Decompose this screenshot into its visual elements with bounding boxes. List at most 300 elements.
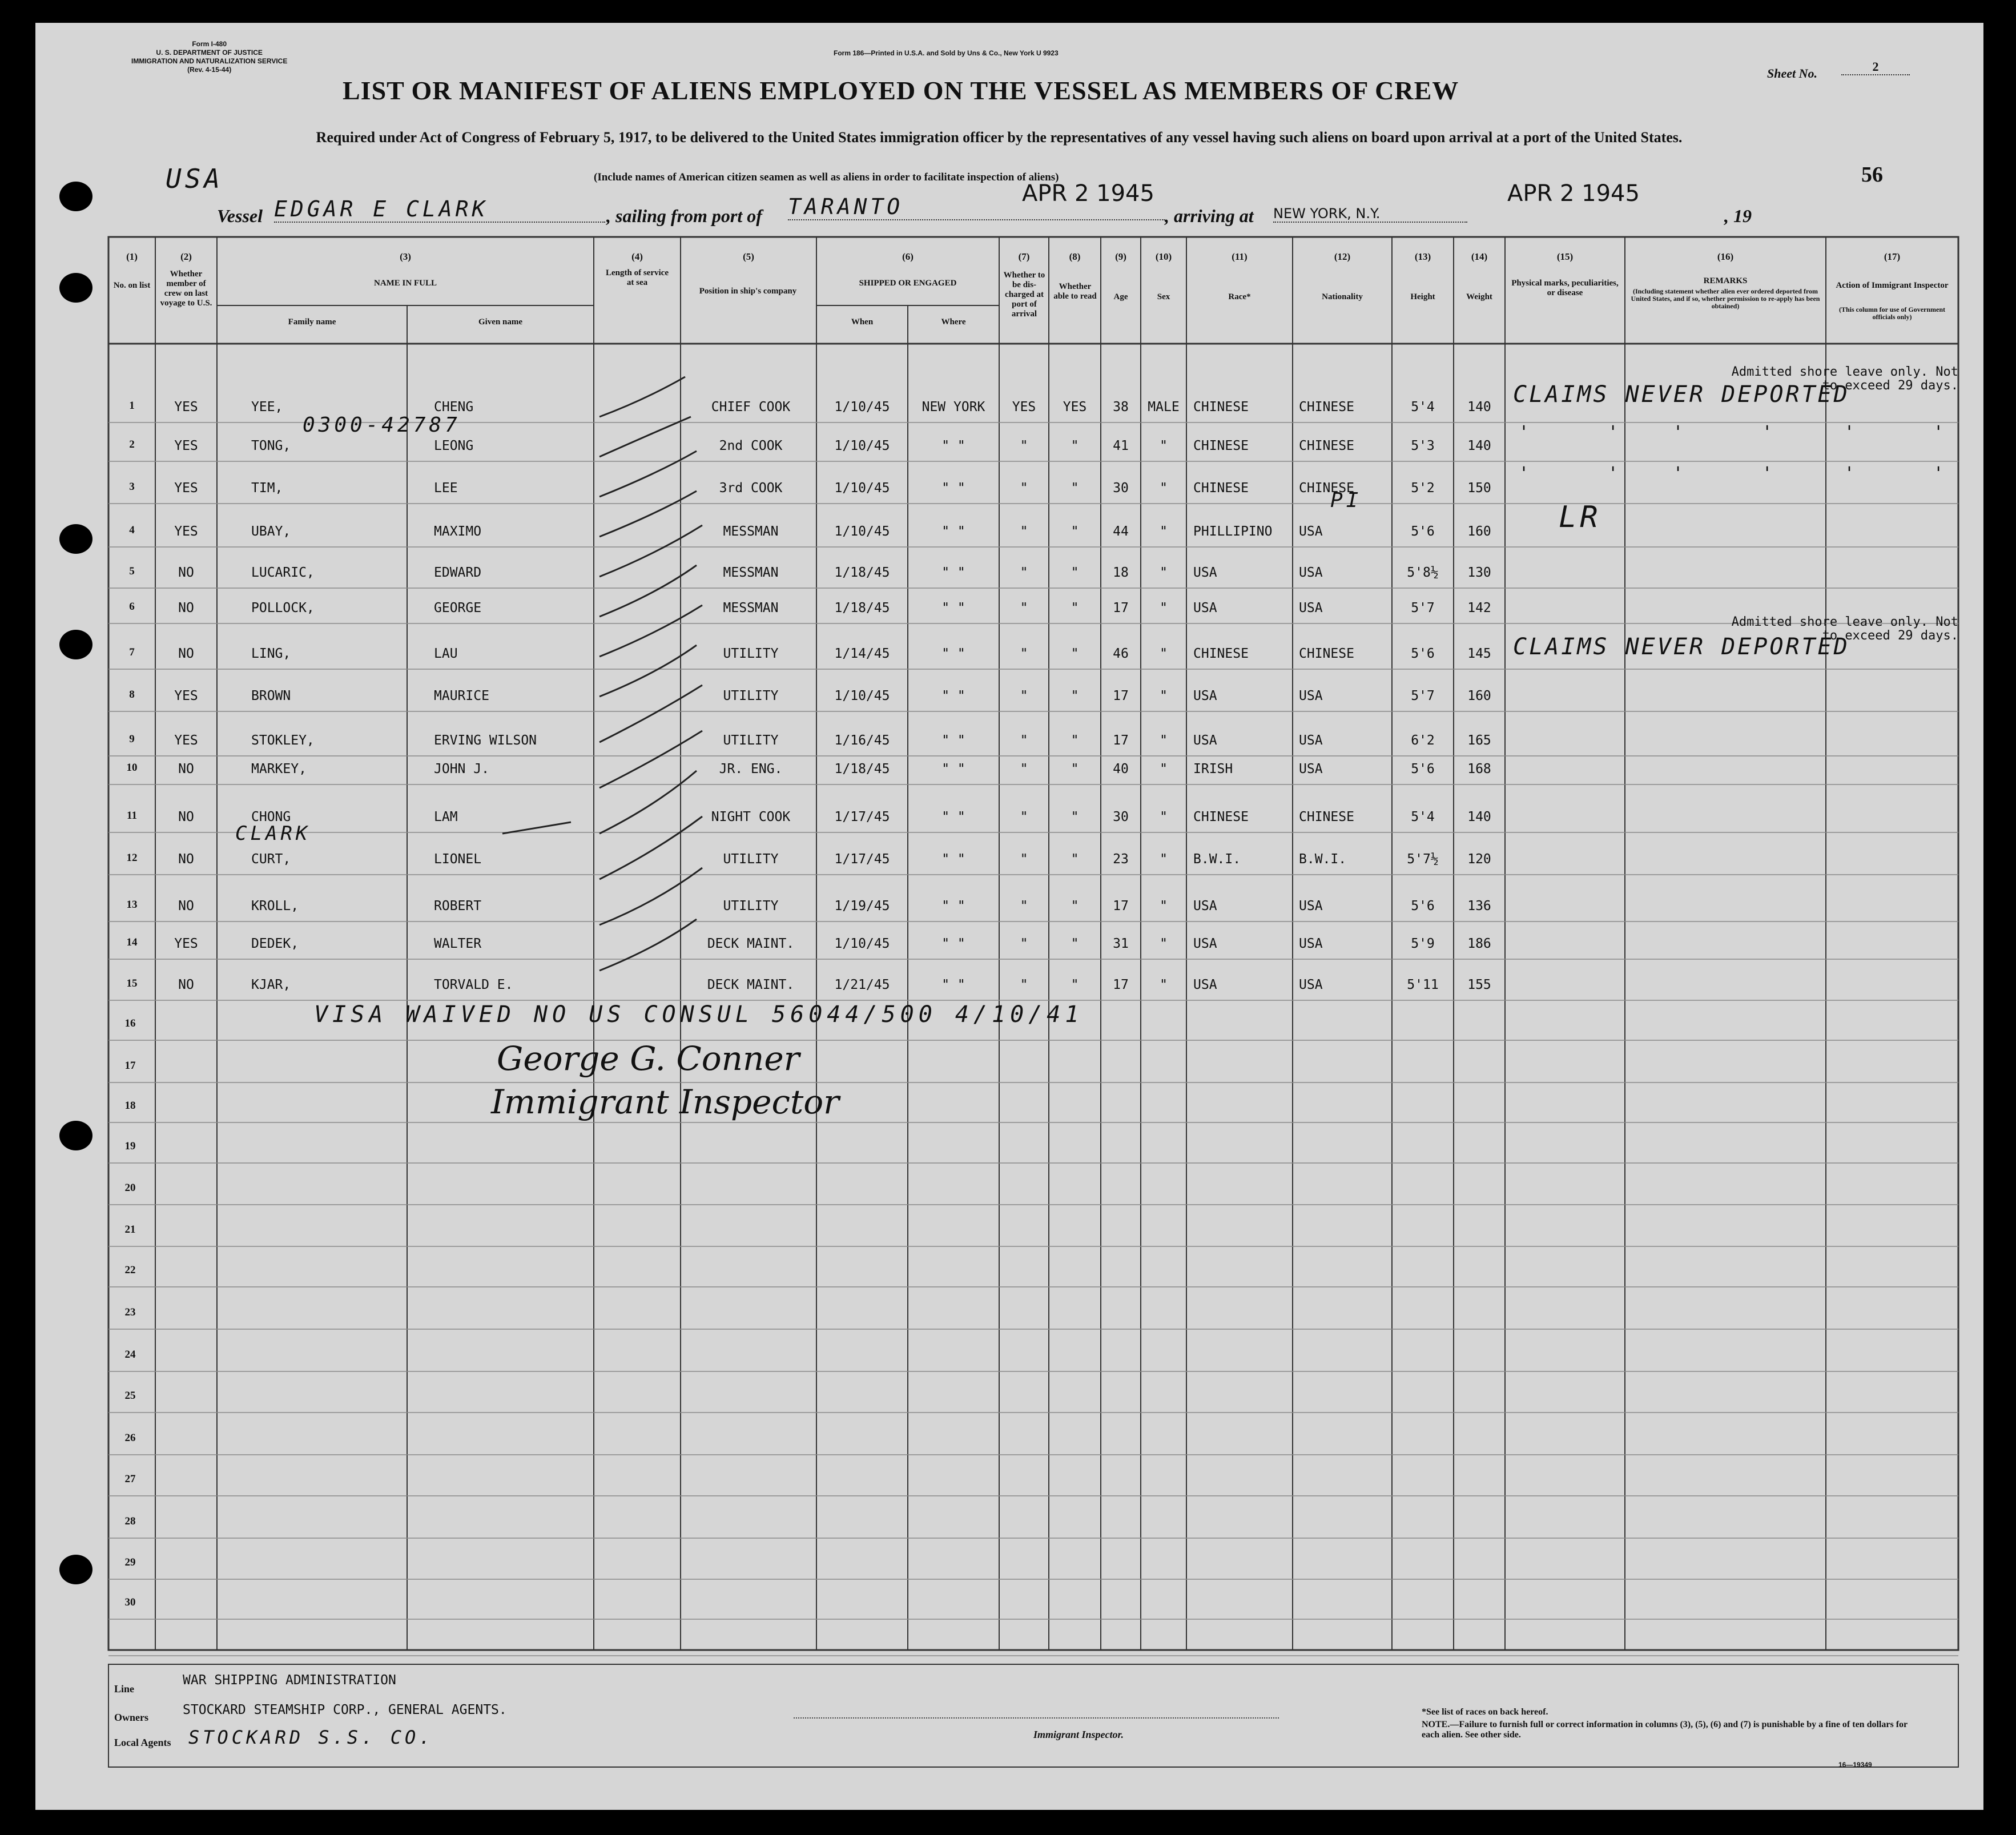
cell-given: ROBERT [434, 899, 482, 914]
cell-age: 40 [1113, 762, 1129, 776]
cell-read: YES [1063, 400, 1087, 415]
vessel-name: EDGAR E CLARK [274, 196, 605, 223]
cell-age: 31 [1113, 936, 1129, 951]
empty-row-number: 29 [124, 1556, 136, 1568]
cell-nationality: CHINESE [1299, 810, 1354, 824]
header-position: Position in ship's company [699, 287, 797, 296]
penalty-note: NOTE.—Failure to furnish full or correct information in columns (3), (5), (6) and (7) is punishable by a fine of ten dollars for each alien. See other side. [1422, 1720, 1908, 1740]
cell-height: 5'6 [1411, 762, 1435, 776]
cell-where: " " [941, 689, 965, 703]
col-number: (13) [1414, 251, 1431, 262]
cell-when: 1/10/45 [834, 689, 890, 703]
empty-row-number: 20 [124, 1182, 136, 1194]
cell-when: 1/18/45 [834, 565, 890, 580]
cell-sex: " [1160, 762, 1168, 776]
header-where: Where [941, 317, 966, 327]
ditto-annotation: ' ' [1844, 422, 1978, 442]
header-no-on-list: No. on list [113, 281, 151, 290]
inspector-label: Immigrant Inspector. [1033, 1729, 1124, 1740]
col-number: (8) [1069, 251, 1081, 262]
cell-age: 17 [1113, 733, 1129, 748]
cell-height: 5'4 [1411, 400, 1435, 415]
cell-race: CHINESE [1193, 438, 1249, 453]
cell-family: CURT, [251, 852, 291, 867]
cell-sex: " [1160, 565, 1168, 580]
cell-discharged: " [1020, 810, 1028, 824]
printer-line: Form 186—Printed in U.S.A. and Sold by Uns & Co., New York U 9923 [834, 49, 1059, 57]
col-number: (2) [180, 251, 192, 262]
cell-member: YES [174, 733, 198, 748]
cell-position: DECK MAINT. [707, 977, 795, 992]
cell-member: NO [178, 762, 194, 776]
include-note: (Include names of American citizen seamen as well as aliens in order to facilitate inspection of aliens) [594, 171, 1059, 183]
cell-where: " " [941, 481, 965, 496]
cell-given: LAM [434, 810, 458, 824]
empty-row-number: 21 [124, 1224, 136, 1236]
cell-sex: " [1160, 524, 1168, 539]
cell-no: 8 [129, 689, 135, 701]
cell-given: MAURICE [434, 689, 489, 703]
cell-family: LUCARIC, [251, 565, 315, 580]
cell-discharged: " [1020, 601, 1028, 615]
cell-nationality: USA [1299, 689, 1323, 703]
header-length-service: Length of service at sea [606, 268, 669, 287]
cell-family: KROLL, [251, 899, 299, 914]
cell-when: 1/10/45 [834, 936, 890, 951]
cell-when: 1/14/45 [834, 646, 890, 661]
header-action: Action of Immigrant Inspector [1836, 281, 1949, 290]
cell-member: YES [174, 524, 198, 539]
cell-no: 2 [129, 438, 135, 450]
cell-position: UTILITY [723, 852, 779, 867]
cell-height: 5'7 [1411, 601, 1435, 615]
cell-weight: 160 [1467, 689, 1491, 703]
header-physical-marks: Physical marks, peculiarities, or disease [1511, 279, 1619, 297]
cell-discharged: " [1020, 524, 1028, 539]
header-member-last-voyage: Whether member of crew on last voyage to U.S. [160, 269, 212, 308]
header-remarks: REMARKS [1703, 276, 1748, 285]
clark-correction: CLARK [235, 822, 311, 845]
header-age: Age [1113, 292, 1128, 301]
pi-mark: PI [1330, 489, 1362, 512]
col-number: (10) [1155, 251, 1172, 262]
cell-discharged: " [1020, 936, 1028, 951]
cell-height: 5'8½ [1407, 565, 1439, 580]
cell-member: YES [174, 936, 198, 951]
visa-waiver-note: VISA WAIVED NO US CONSUL 56044/500 4/10/41 [314, 1001, 1084, 1028]
cell-weight: 168 [1467, 762, 1491, 776]
cell-read: " [1071, 438, 1079, 453]
cell-where: " " [941, 936, 965, 951]
header-weight: Weight [1466, 292, 1492, 301]
cell-where: " " [941, 733, 965, 748]
cell-read: " [1071, 977, 1079, 992]
cell-read: " [1071, 565, 1079, 580]
cell-family: CHONG [251, 810, 291, 824]
cell-race: CHINESE [1193, 400, 1249, 415]
cell-read: " [1071, 524, 1079, 539]
cell-nationality: USA [1299, 565, 1323, 580]
col-number: (3) [400, 251, 411, 262]
shore-leave-stamp: Admitted shore leave only. Not to exceed 29 days. [1731, 615, 1958, 643]
empty-row-number: 23 [124, 1306, 136, 1318]
cell-when: 1/10/45 [834, 400, 890, 415]
col-number: (12) [1334, 251, 1351, 262]
header-discharged: Whether to be dis-charged at port of arrival [1003, 271, 1045, 319]
cell-age: 44 [1113, 524, 1129, 539]
cell-nationality: CHINESE [1299, 646, 1354, 661]
col-number: (17) [1884, 251, 1901, 262]
cell-member: YES [174, 481, 198, 496]
col-number: (11) [1232, 251, 1248, 262]
cell-when: 1/10/45 [834, 524, 890, 539]
cell-age: 41 [1113, 438, 1129, 453]
form-id: Form I-480 [192, 40, 227, 48]
cell-no: 15 [126, 977, 138, 989]
cell-sex: " [1160, 977, 1168, 992]
cell-nationality: CHINESE [1299, 481, 1354, 496]
ditto-annotation: ' ' [1844, 464, 1978, 484]
cell-age: 46 [1113, 646, 1129, 661]
col-number: (14) [1471, 251, 1488, 262]
cell-race: USA [1193, 977, 1217, 992]
cell-discharged: " [1020, 899, 1028, 914]
cell-nationality: USA [1299, 899, 1323, 914]
empty-row-number: 19 [124, 1140, 136, 1152]
cell-race: USA [1193, 899, 1217, 914]
cell-no: 3 [129, 481, 135, 493]
cell-race: USA [1193, 733, 1217, 748]
empty-row-number: 27 [124, 1473, 136, 1485]
empty-row-number: 28 [124, 1515, 136, 1527]
races-note: *See list of races on back hereof. [1422, 1707, 1548, 1717]
cell-weight: 120 [1467, 852, 1491, 867]
signature-line [794, 1717, 1279, 1719]
cell-when: 1/18/45 [834, 601, 890, 615]
empty-row-number: 30 [124, 1596, 136, 1608]
shore-leave-stamp: Admitted shore leave only. Not to exceed 29 days. [1731, 365, 1958, 393]
cell-discharged: " [1020, 438, 1028, 453]
cell-nationality: B.W.I. [1299, 852, 1347, 867]
empty-row-number: 24 [124, 1349, 136, 1361]
cell-height: 6'2 [1411, 733, 1435, 748]
cell-given: JOHN J. [434, 762, 489, 776]
vessel-flag: USA [166, 163, 224, 194]
inspector-signature: George G. Conner [497, 1039, 800, 1078]
claims-note: CLAIMS NEVER DEPORTED [1513, 634, 1850, 660]
cell-race: B.W.I. [1193, 852, 1241, 867]
cell-when: 1/18/45 [834, 762, 890, 776]
cell-age: 17 [1113, 601, 1129, 615]
cell-family: TONG, [251, 438, 291, 453]
cell-position: UTILITY [723, 733, 779, 748]
header-family-name: Family name [288, 317, 336, 327]
sailing-label: , sailing from port of [606, 206, 762, 226]
page-number: 56 [1861, 163, 1883, 187]
cell-sex: " [1160, 689, 1168, 703]
cell-member: NO [178, 601, 194, 615]
cell-discharged: " [1020, 689, 1028, 703]
cell-position: 3rd COOK [719, 481, 783, 496]
cell-read: " [1071, 762, 1079, 776]
col-number: (15) [1556, 251, 1574, 262]
cell-family: LING, [251, 646, 291, 661]
claims-note: CLAIMS NEVER DEPORTED [1513, 381, 1850, 408]
header-action-sub: (This column for use of Government officials only) [1838, 305, 1946, 321]
cell-weight: 140 [1467, 810, 1491, 824]
year-label: , 19 [1724, 206, 1752, 226]
cell-weight: 150 [1467, 481, 1491, 496]
cell-height: 5'6 [1411, 899, 1435, 914]
cell-weight: 136 [1467, 899, 1491, 914]
header-when: When [851, 317, 874, 327]
agents-label: Local Agents [114, 1737, 171, 1748]
cell-family: TIM, [251, 481, 283, 496]
cell-read: " [1071, 689, 1079, 703]
owners-value: STOCKARD STEAMSHIP CORP., GENERAL AGENTS. [183, 1703, 507, 1717]
revision: (Rev. 4-15-44) [187, 66, 232, 74]
cell-position: UTILITY [723, 899, 779, 914]
ditto-annotation: ' ' [1673, 464, 1807, 484]
cell-age: 30 [1113, 481, 1129, 496]
cell-family: UBAY, [251, 524, 291, 539]
requirement-text: Required under Act of Congress of February 5, 1917, to be delivered to the United States immigration officer by the representatives of any vessel having such aliens on board upon arrival at a port of the United States. [316, 129, 1683, 146]
cell-nationality: CHINESE [1299, 438, 1354, 453]
col-number: (4) [631, 251, 643, 262]
cell-member: NO [178, 810, 194, 824]
cell-weight: 130 [1467, 565, 1491, 580]
cell-weight: 160 [1467, 524, 1491, 539]
cell-given: MAXIMO [434, 524, 482, 539]
lr-mark: LR [1559, 500, 1601, 534]
line-label: Line [114, 1683, 135, 1695]
cell-sex: MALE [1148, 400, 1180, 415]
cell-height: 5'7 [1411, 689, 1435, 703]
cell-height: 5'2 [1411, 481, 1435, 496]
cell-member: NO [178, 646, 194, 661]
cell-age: 17 [1113, 977, 1129, 992]
cell-position: MESSMAN [723, 524, 779, 539]
cell-member: NO [178, 852, 194, 867]
cell-weight: 142 [1467, 601, 1491, 615]
empty-row-number: 25 [124, 1390, 136, 1402]
cell-height: 5'7½ [1407, 852, 1439, 867]
cell-member: NO [178, 899, 194, 914]
cell-read: " [1071, 646, 1079, 661]
line-value: WAR SHIPPING ADMINISTRATION [183, 1673, 396, 1688]
cell-member: YES [174, 438, 198, 453]
cell-race: IRISH [1193, 762, 1233, 776]
col-number: (1) [126, 251, 138, 262]
cell-where: " " [941, 762, 965, 776]
cell-family: DEDEK, [251, 936, 299, 951]
cell-no: 13 [126, 899, 138, 911]
cell-race: CHINESE [1193, 646, 1249, 661]
header-name-in-full: NAME IN FULL [373, 279, 437, 288]
cell-age: 18 [1113, 565, 1129, 580]
cell-discharged: YES [1012, 400, 1036, 415]
cell-nationality: USA [1299, 733, 1323, 748]
ditto-annotation: ' ' [1673, 422, 1807, 442]
cell-height: 5'3 [1411, 438, 1435, 453]
cell-sex: " [1160, 646, 1168, 661]
cell-age: 17 [1113, 689, 1129, 703]
cell-weight: 155 [1467, 977, 1491, 992]
cell-given: GEORGE [434, 601, 482, 615]
cell-weight: 140 [1467, 400, 1491, 415]
cell-position: DECK MAINT. [707, 936, 795, 951]
col-number: (7) [1018, 251, 1030, 262]
cell-read: " [1071, 899, 1079, 914]
cell-weight: 140 [1467, 438, 1491, 453]
cell-given: LEONG [434, 438, 474, 453]
cell-age: 38 [1113, 400, 1129, 415]
cell-race: USA [1193, 689, 1217, 703]
cell-member: YES [174, 400, 198, 415]
col-number: (5) [743, 251, 754, 262]
cell-race: USA [1193, 936, 1217, 951]
print-code: 16—19349 [1838, 1761, 1872, 1769]
vessel-label: Vessel [217, 206, 263, 226]
cell-read: " [1071, 481, 1079, 496]
cell-where: " " [941, 899, 965, 914]
department: U. S. DEPARTMENT OF JUSTICE [156, 49, 263, 57]
cell-where: " " [941, 852, 965, 867]
cell-when: 1/16/45 [834, 733, 890, 748]
cell-height: 5'6 [1411, 524, 1435, 539]
cell-height: 5'9 [1411, 936, 1435, 951]
owners-label: Owners [114, 1712, 148, 1723]
cell-family: BROWN [251, 689, 291, 703]
cell-where: " " [941, 438, 965, 453]
empty-row-number: 26 [124, 1432, 136, 1444]
agents-value: STOCKARD S.S. CO. [188, 1727, 434, 1748]
cell-given: WALTER [434, 936, 482, 951]
cell-read: " [1071, 601, 1079, 615]
cell-given: LAU [434, 646, 458, 661]
cell-nationality: USA [1299, 762, 1323, 776]
cell-where: " " [941, 601, 965, 615]
cell-discharged: " [1020, 852, 1028, 867]
cell-given: CHENG [434, 400, 474, 415]
cell-race: PHILLIPINO [1193, 524, 1273, 539]
cell-height: 5'4 [1411, 810, 1435, 824]
cell-member: YES [174, 689, 198, 703]
cell-family: KJAR, [251, 977, 291, 992]
cell-race: USA [1193, 601, 1217, 615]
cell-no: 9 [129, 733, 135, 745]
cell-read: " [1071, 733, 1079, 748]
cell-family: STOKLEY, [251, 733, 315, 748]
cell-given: ERVING WILSON [434, 733, 537, 748]
cell-where: " " [941, 565, 965, 580]
cell-position: CHIEF COOK [711, 400, 791, 415]
cell-read: " [1071, 810, 1079, 824]
cell-position: NIGHT COOK [711, 810, 791, 824]
cell-no: 6 [129, 601, 135, 613]
cell-height: 5'6 [1411, 646, 1435, 661]
cell-sex: " [1160, 481, 1168, 496]
cell-discharged: " [1020, 646, 1028, 661]
cell-discharged: " [1020, 762, 1028, 776]
col-number: (6) [902, 251, 914, 262]
cell-no: 14 [126, 936, 138, 948]
cell-height: 5'11 [1407, 977, 1439, 992]
cell-where: " " [941, 810, 965, 824]
empty-row-number: 22 [124, 1264, 136, 1276]
cell-race: CHINESE [1193, 810, 1249, 824]
inspector-signature-title: Immigrant Inspector [491, 1083, 839, 1121]
header-sex: Sex [1157, 292, 1170, 301]
cell-weight: 165 [1467, 733, 1491, 748]
cell-age: 17 [1113, 899, 1129, 914]
cell-when: 1/10/45 [834, 438, 890, 453]
cell-family: POLLOCK, [251, 601, 315, 615]
cell-when: 1/17/45 [834, 852, 890, 867]
service: IMMIGRATION AND NATURALIZATION SERVICE [131, 57, 288, 65]
cell-no: 12 [126, 852, 138, 864]
cell-when: 1/17/45 [834, 810, 890, 824]
cell-weight: 186 [1467, 936, 1491, 951]
header-nationality: Nationality [1322, 292, 1363, 301]
ditto-annotation: ' ' [1519, 464, 1653, 484]
cell-family: MARKEY, [251, 762, 307, 776]
cell-position: UTILITY [723, 646, 779, 661]
cell-discharged: " [1020, 733, 1028, 748]
cell-sex: " [1160, 733, 1168, 748]
cell-position: MESSMAN [723, 601, 779, 615]
cell-discharged: " [1020, 565, 1028, 580]
cell-sex: " [1160, 936, 1168, 951]
cell-sex: " [1160, 899, 1168, 914]
sheet-label: Sheet No. [1767, 66, 1817, 81]
cell-read: " [1071, 936, 1079, 951]
cell-nationality: USA [1299, 936, 1323, 951]
header-remarks-sub: (Including statement whether alien ever ordered deported from United States, and if so, whether permission to re-apply has been obtained) [1631, 287, 1820, 310]
cell-read: " [1071, 852, 1079, 867]
cell-given: TORVALD E. [434, 977, 513, 992]
cell-where: " " [941, 977, 965, 992]
cell-given: LIONEL [434, 852, 482, 867]
cell-no: 1 [129, 400, 135, 412]
cell-member: NO [178, 565, 194, 580]
arriving-port: NEW YORK, N.Y. [1273, 206, 1467, 223]
cell-age: 30 [1113, 810, 1129, 824]
cell-race: CHINESE [1193, 481, 1249, 496]
cell-when: 1/21/45 [834, 977, 890, 992]
cell-position: UTILITY [723, 689, 779, 703]
cell-sex: " [1160, 601, 1168, 615]
cell-weight: 145 [1467, 646, 1491, 661]
header-race: Race* [1228, 292, 1251, 301]
cell-nationality: USA [1299, 601, 1323, 615]
empty-row-number: 16 [124, 1017, 136, 1029]
cell-no: 11 [127, 810, 137, 822]
cell-no: 4 [129, 524, 135, 536]
cell-given: EDWARD [434, 565, 482, 580]
cell-where: NEW YORK [922, 400, 985, 415]
cell-position: MESSMAN [723, 565, 779, 580]
empty-row-number: 18 [124, 1100, 136, 1112]
date-stamp: APR 2 1945 [1507, 180, 1640, 207]
cell-given: LEE [434, 481, 458, 496]
cell-no: 10 [126, 762, 138, 774]
date-stamp: APR 2 1945 [1022, 180, 1154, 207]
header-able-to-read: Whether able to read [1053, 282, 1097, 301]
cell-age: 23 [1113, 852, 1129, 867]
cell-position: JR. ENG. [719, 762, 783, 776]
cell-when: 1/19/45 [834, 899, 890, 914]
